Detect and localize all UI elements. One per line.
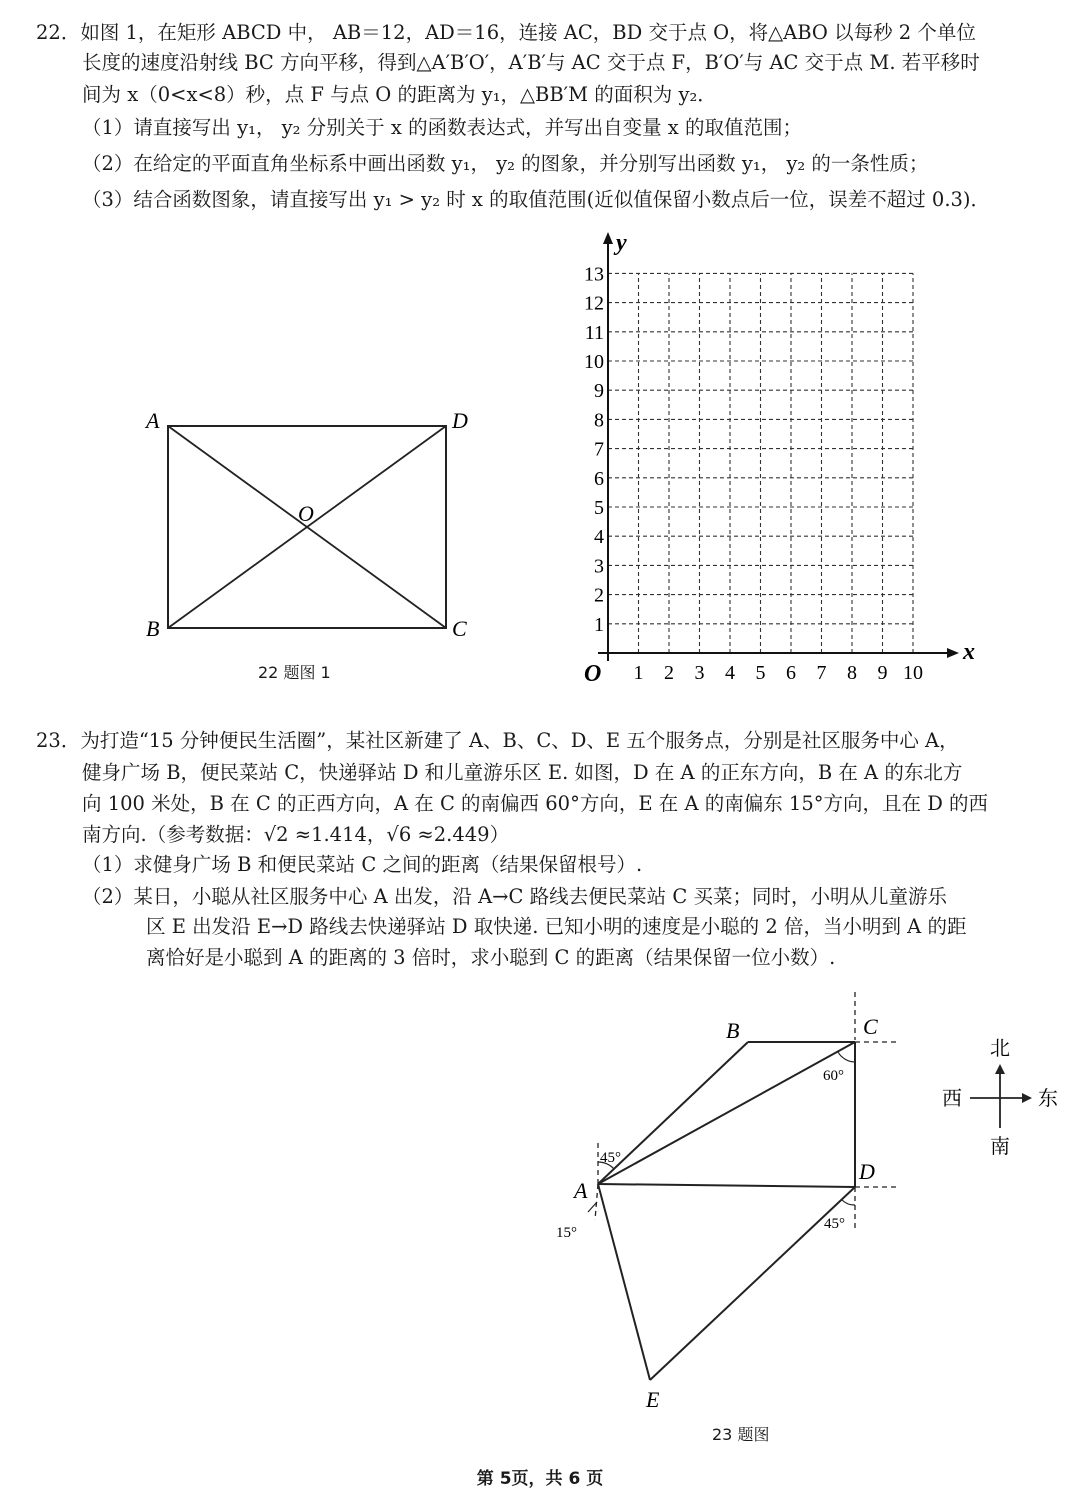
label-a: A — [146, 408, 160, 433]
label-c: C — [452, 616, 467, 641]
x-tick-label: 2 — [664, 662, 674, 684]
x-tick-label: 5 — [755, 662, 766, 684]
y-tick-label: 2 — [594, 584, 604, 607]
y-tick-label: 9 — [594, 380, 604, 403]
x-tick-label: 4 — [725, 662, 735, 684]
point-e: E — [646, 1387, 660, 1412]
y-axis-label: y — [616, 230, 627, 256]
x-tick-label: 1 — [633, 662, 644, 684]
x-tick-label: 8 — [847, 662, 857, 684]
label-o: O — [298, 501, 314, 526]
y-tick-label: 11 — [584, 321, 604, 344]
point-d: D — [859, 1159, 875, 1184]
arc-15-a — [588, 1202, 597, 1212]
x-tick-label: 10 — [903, 662, 923, 684]
y-tick-label: 5 — [594, 497, 604, 519]
y-tick-label: 12 — [584, 292, 604, 315]
compass-south: 南 — [990, 1134, 1010, 1158]
origin-label: O — [584, 661, 602, 687]
compass-east-arrow-icon — [1022, 1093, 1032, 1103]
angle-45-d: 45° — [824, 1216, 845, 1232]
q23-line-6: （2）某日，小聪从社区服务中心 A 出发，沿 A→C 路线去便民菜站 C 买菜；同时，小明从儿童游乐 — [82, 885, 947, 908]
q23-line-8: 离恰好是小聪到 A 的距离的 3 倍时，求小聪到 C 的距离（结果保留一位小数）. — [146, 946, 836, 969]
y-tick-label: 7 — [594, 438, 604, 461]
q22-coordinate-grid — [560, 228, 980, 688]
y-tick-label: 8 — [594, 409, 604, 432]
q22-line-3: 间为 x（0<x<8）秒，点 F 与点 O 的距离为 y₁，△BB′M 的面积为 y₂． — [82, 83, 717, 106]
angle-60-c: 60° — [823, 1068, 844, 1084]
x-tick-label: 3 — [694, 662, 705, 684]
compass-west: 西 — [942, 1086, 962, 1110]
y-axis-arrow-icon — [603, 232, 613, 244]
q22-line-4: （1）请直接写出 y₁， y₂ 分别关于 x 的函数表达式，并写出自变量 x 的取值范围； — [82, 116, 802, 139]
angle-45-a: 45° — [600, 1150, 621, 1166]
x-axis-arrow-icon — [947, 648, 959, 658]
y-tick-label: 6 — [594, 467, 604, 490]
segment-ad — [598, 1184, 855, 1187]
y-tick-label: 3 — [594, 555, 604, 578]
angle-15-a: 15° — [556, 1225, 577, 1241]
arc-60-c — [838, 1052, 855, 1062]
q23-figure-caption: 23 题图 — [712, 1425, 770, 1444]
segment-ae — [598, 1184, 650, 1380]
y-tick-label: 4 — [594, 526, 604, 549]
q22-line-1: 22．如图 1，在矩形 ABCD 中， AB＝12，AD＝16，连接 AC，BD 交于点 O，将△ABO 以每秒 2 个单位 — [36, 21, 976, 44]
compass-north: 北 — [990, 1036, 1010, 1060]
compass-north-arrow-icon — [995, 1064, 1005, 1074]
compass-east: 东 — [1038, 1086, 1058, 1110]
q23-line-4: 南方向.（参考数据：√2 ≈1.414，√6 ≈2.449） — [82, 823, 510, 846]
q22-line-2: 长度的速度沿射线 BC 方向平移，得到△A′B′O′，A′B′与 AC 交于点 F，B′O′与 AC 交于点 M. 若平移时 — [82, 51, 980, 74]
page-footer: 第 5页，共 6 页 — [476, 1469, 604, 1489]
y-tick-label: 1 — [594, 613, 604, 636]
x-tick-label: 9 — [877, 662, 888, 684]
point-b: B — [726, 1018, 740, 1043]
point-c: C — [863, 1014, 878, 1039]
label-b: B — [146, 616, 160, 641]
q22-line-5: （2）在给定的平面直角坐标系中画出函数 y₁， y₂ 的图象，并分别写出函数 y₁， y₂ 的一条性质； — [82, 152, 929, 175]
x-tick-label: 6 — [786, 662, 796, 684]
q22-figure-caption: 22 题图 1 — [258, 663, 331, 682]
q23-line-2: 健身广场 B，便民菜站 C，快递驿站 D 和儿童游乐区 E. 如图，D 在 A 的正东方向，B 在 A 的东北方 — [82, 761, 963, 784]
q23-line-7: 区 E 出发沿 E→D 路线去快递驿站 D 取快递. 已知小明的速度是小聪的 2 倍，当小明到 A 的距 — [146, 915, 967, 938]
q22-line-6: （3）结合函数图象，请直接写出 y₁ > y₂ 时 x 的取值范围(近似值保留小数点后一位，误差不超过 0.3)． — [82, 188, 991, 211]
y-tick-label: 10 — [584, 351, 604, 373]
compass-rose — [942, 1036, 1058, 1158]
x-tick-label: 7 — [816, 662, 827, 684]
q23-map-figure — [540, 990, 1080, 1430]
q23-line-1: 23．为打造“15 分钟便民生活圈”，某社区新建了 A、B、C、D、E 五个服务点，分别是社区服务中心 A， — [36, 729, 959, 752]
q23-line-5: （1）求健身广场 B 和便民菜站 C 之间的距离（结果保留根号）. — [82, 853, 643, 876]
y-tick-label: 13 — [584, 263, 604, 286]
arc-45-d — [842, 1200, 855, 1205]
q23-line-3: 向 100 米处，B 在 C 的正西方向，A 在 C 的南偏西 60°方向，E 在 A 的南偏东 15°方向，且在 D 的西 — [82, 792, 989, 815]
point-a: A — [574, 1178, 588, 1203]
x-axis-label: x — [963, 639, 975, 665]
q22-rectangle-figure — [130, 400, 490, 650]
label-d: D — [452, 408, 468, 433]
